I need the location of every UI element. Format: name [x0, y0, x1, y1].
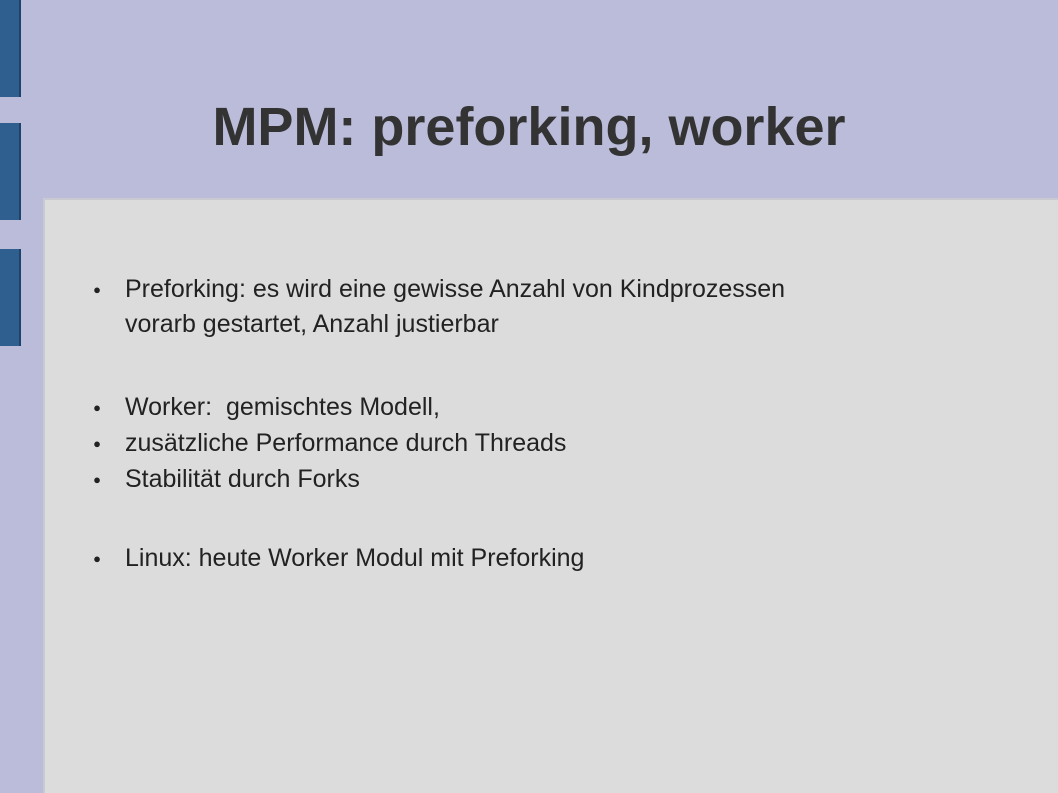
bullet-text: Preforking: es wird eine gewisse Anzahl von Kindprozessen — [125, 275, 786, 303]
slide-title: MPM: preforking, worker — [212, 97, 846, 157]
content-panel — [43, 198, 1058, 793]
bullet-dot-icon: ● — [93, 472, 101, 487]
bullet-item — [93, 426, 1005, 461]
bullet-item — [93, 541, 1005, 576]
decorative-side-bar — [0, 0, 21, 97]
bullet-dot-icon: ● — [93, 436, 101, 451]
bullet-text: Linux: heute Worker Modul mit Preforking — [125, 544, 585, 572]
bullet-text-continued: vorarb gestartet, Anzahl justierbar — [125, 310, 499, 338]
bullet-text: zusätzliche Performance durch Threads — [125, 429, 567, 457]
bullet-dot-icon: ● — [93, 282, 101, 297]
bullet-item — [93, 390, 1005, 425]
bullet-text: Worker: gemischtes Modell, — [125, 393, 440, 421]
bullet-item — [93, 272, 1005, 342]
bullet-dot-icon: ● — [93, 551, 101, 566]
bullet-item — [93, 462, 1005, 497]
bullet-text: Stabilität durch Forks — [125, 465, 360, 493]
bullet-dot-icon: ● — [93, 400, 101, 415]
decorative-side-bar — [0, 249, 21, 346]
